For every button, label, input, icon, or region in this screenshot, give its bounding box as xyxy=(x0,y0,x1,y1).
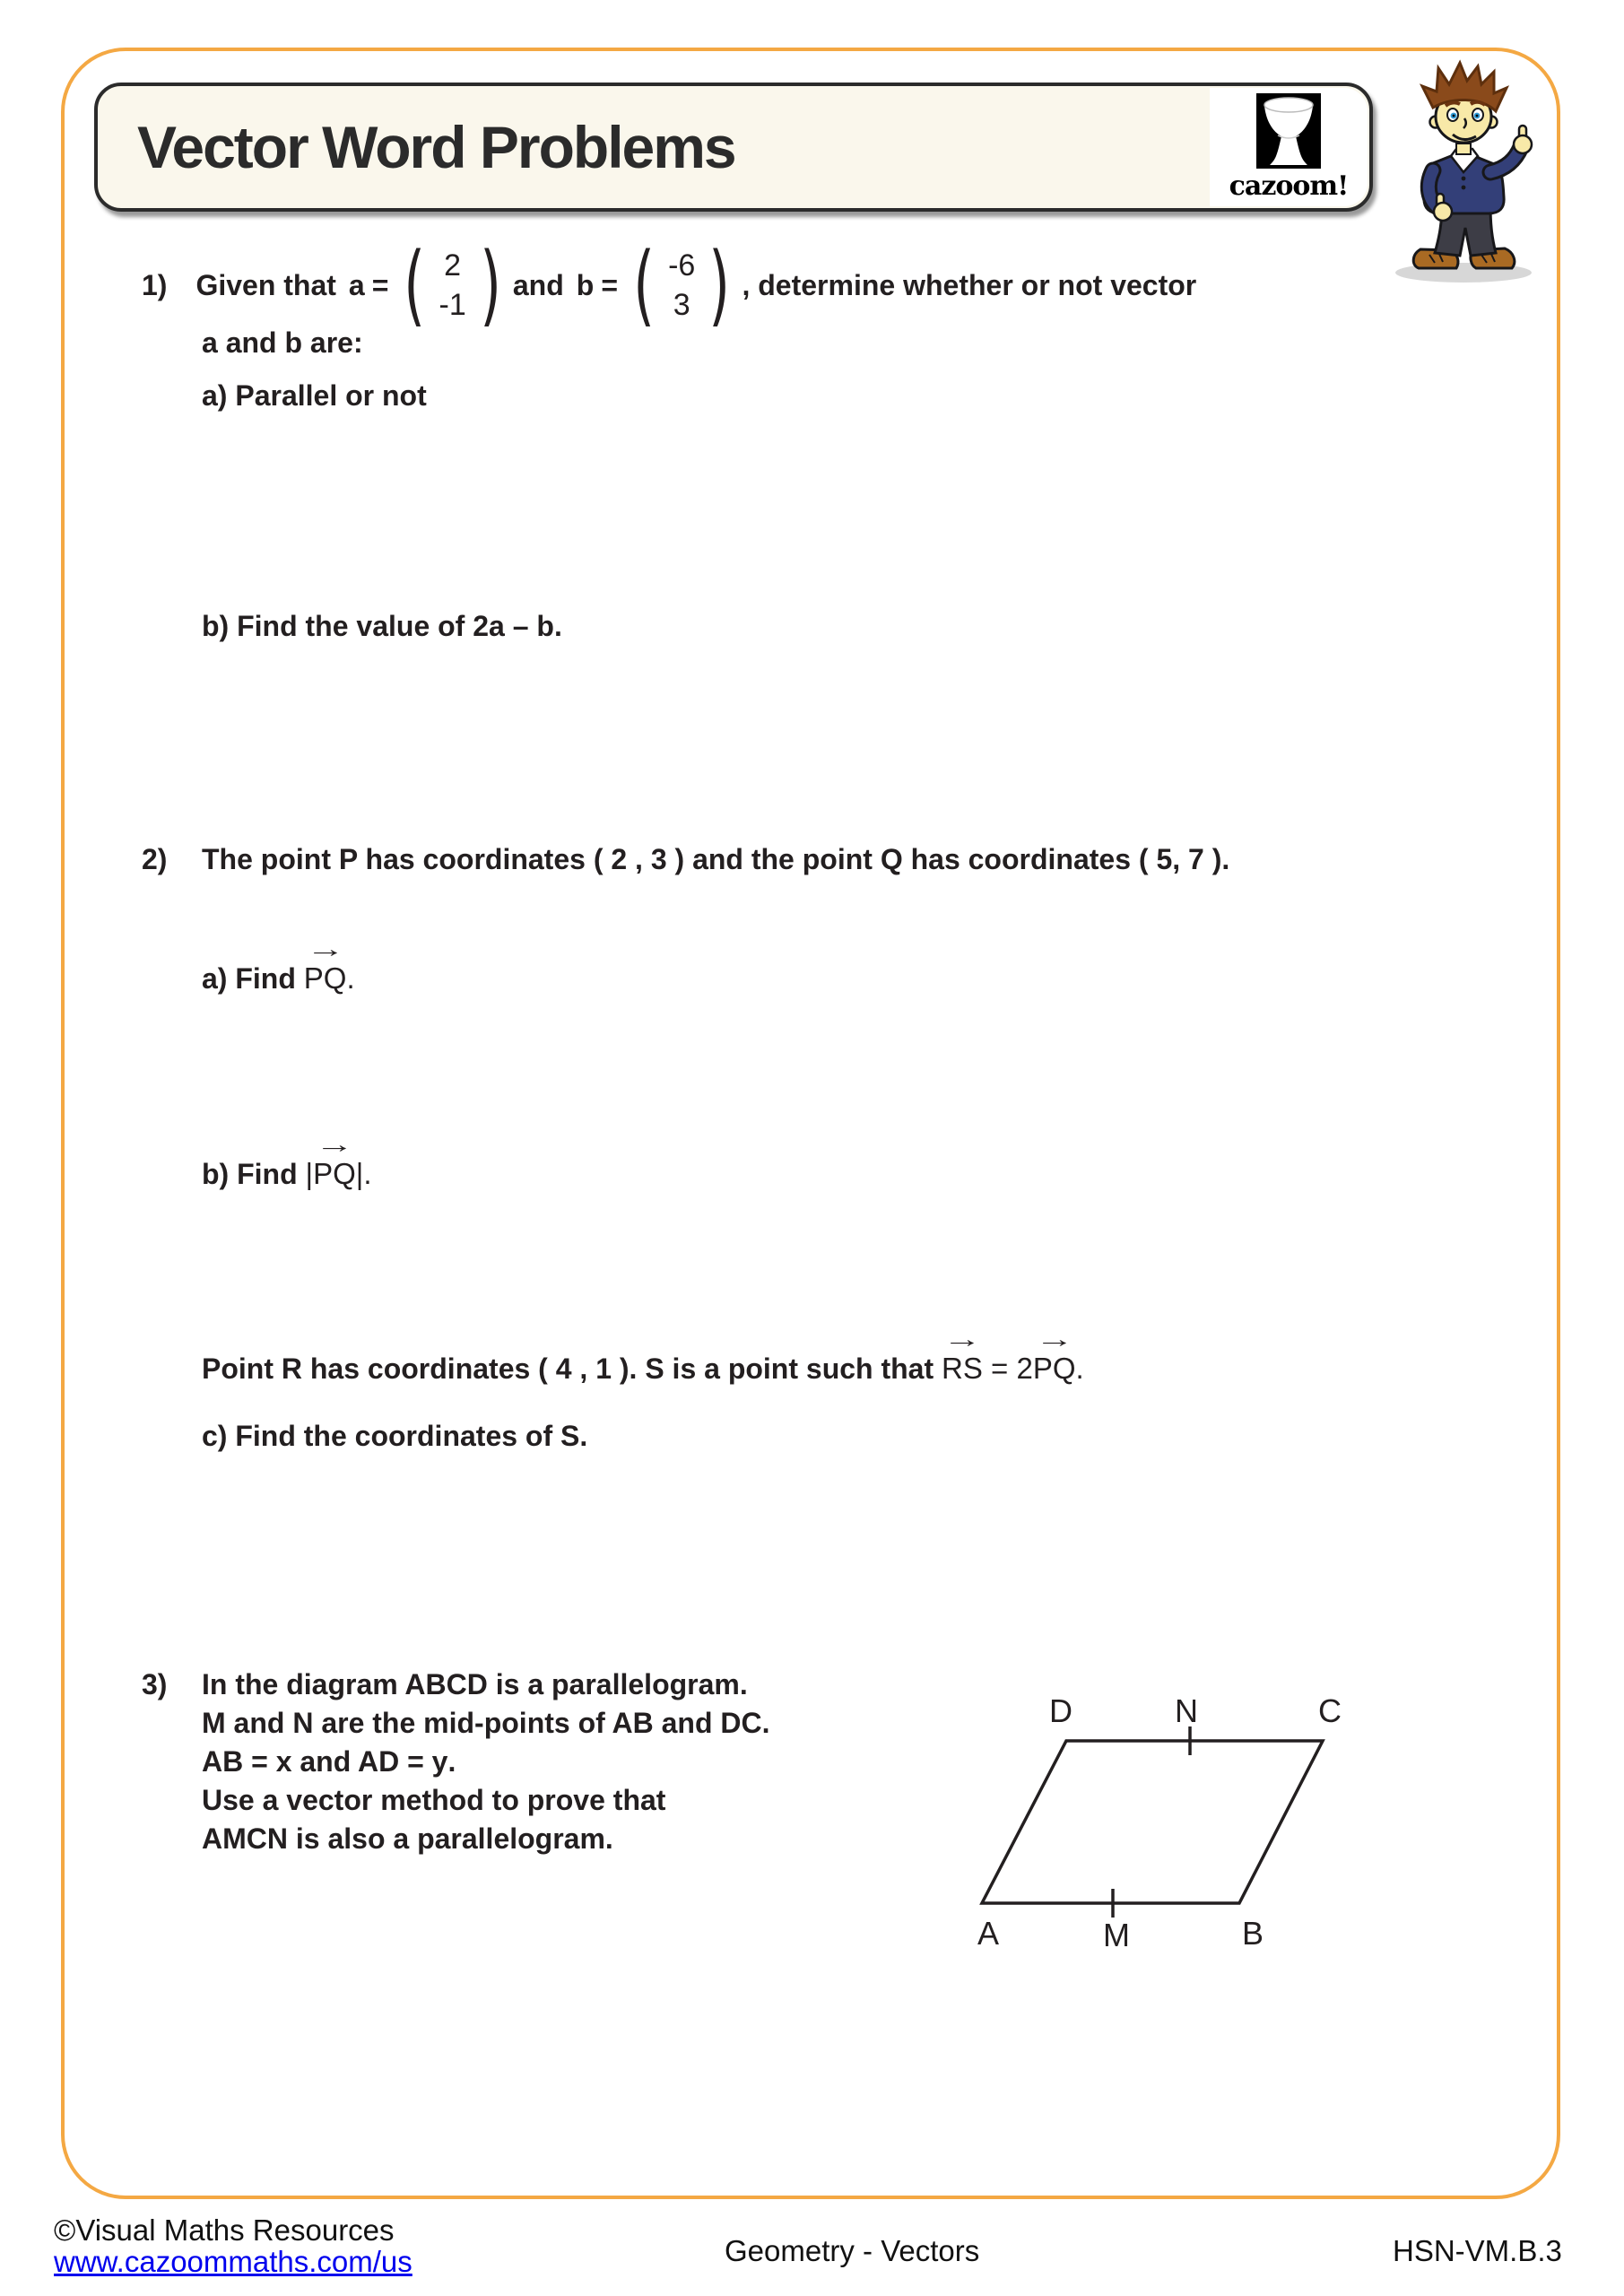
question-1b xyxy=(202,610,562,643)
vector-a-bottom: -1 xyxy=(439,288,466,322)
vector-b-bottom: 3 xyxy=(673,288,690,322)
mascot-boy-icon xyxy=(1388,59,1541,283)
q2-number: 2) xyxy=(142,843,168,875)
q3-line-5: AMCN is also a parallelogram. xyxy=(202,1822,613,1855)
parallelogram-diagram xyxy=(964,1684,1359,1953)
question-1a: a) Parallel or not xyxy=(202,379,427,412)
vector-PQ: → PQ xyxy=(303,935,347,995)
q1-and: and xyxy=(217,326,285,359)
vector-PQ: → PQ xyxy=(313,1131,356,1190)
label-D: D xyxy=(1049,1692,1073,1729)
q3-line-4: Use a vector method to prove that xyxy=(202,1784,666,1816)
label-B: B xyxy=(1241,1915,1264,1952)
vector-arrow-icon: → xyxy=(306,935,345,962)
vector-arrow-icon: → xyxy=(1035,1326,1074,1352)
header xyxy=(94,83,1373,212)
q2b-text: b) Find xyxy=(202,1158,306,1190)
vector-arrow-icon: → xyxy=(942,1326,982,1352)
q1-are: are: xyxy=(302,326,363,359)
question-2-r-statement xyxy=(202,1326,1084,1386)
footer-link[interactable]: www.cazoommaths.com/us xyxy=(54,2245,413,2278)
q1-and-text: and xyxy=(512,268,564,301)
q1-equals-2: = xyxy=(601,268,618,301)
parallelogram-outline xyxy=(982,1741,1323,1903)
right-paren: ) xyxy=(708,234,731,336)
q3-line-1: In the diagram ABCD is a parallelogram. xyxy=(202,1668,748,1700)
drum-glyph xyxy=(1256,93,1321,169)
q2b-bar-period: |. xyxy=(355,1157,372,1190)
question-3-text xyxy=(202,1668,769,1861)
label-A: A xyxy=(977,1915,1000,1952)
question-2b xyxy=(202,1131,372,1191)
question-1-line-1 xyxy=(142,235,1196,335)
q1-vector-b-letter: b xyxy=(576,268,595,301)
column-vector-a xyxy=(397,234,507,336)
q1-number: 1) xyxy=(142,268,168,301)
q1-equals: = xyxy=(371,268,389,301)
q1b-math: 2a – b. xyxy=(473,610,562,642)
column-vector-b xyxy=(627,234,736,336)
left-paren: ( xyxy=(404,234,426,336)
vector-a-top: 2 xyxy=(444,248,462,283)
vector-b-top: -6 xyxy=(668,248,696,283)
q1-tail-text: , determine whether or not vector xyxy=(742,268,1197,301)
footer-category: Geometry - Vectors xyxy=(725,2234,980,2267)
label-C: C xyxy=(1318,1692,1342,1729)
vector-arrow-icon: → xyxy=(315,1131,354,1158)
vector-RS: → RS xyxy=(942,1326,983,1385)
q3-line-3: AB = x and AD = y. xyxy=(202,1745,456,1778)
left-paren: ( xyxy=(633,234,655,336)
q2r-equals-2: = 2 xyxy=(982,1352,1033,1385)
q2a-text: a) Find xyxy=(202,962,304,995)
q2r-text: Point R has coordinates ( 4 , 1 ). S is a point such that xyxy=(202,1352,942,1385)
question-1-line-2 xyxy=(202,326,363,360)
footer-code: HSN-VM.B.3 xyxy=(1393,2234,1562,2267)
brand-wordmark: cazoom! xyxy=(1229,170,1349,202)
label-N: N xyxy=(1175,1692,1198,1729)
vector-PQ: → PQ xyxy=(1032,1326,1076,1385)
q1-b-bold: b xyxy=(284,326,303,359)
page-title: Vector Word Problems xyxy=(137,114,735,180)
q2r-period: . xyxy=(1075,1352,1084,1385)
q3-line-2: M and N are the mid-points of AB and DC. xyxy=(202,1707,770,1739)
q1-vector-a-letter: a xyxy=(348,268,365,301)
question-2c: c) Find the coordinates of S. xyxy=(202,1420,588,1452)
question-2-intro: The point P has coordinates ( 2 , 3 ) and the point Q has coordinates ( 5, 7 ). xyxy=(202,843,1230,875)
q1-a-bold: a xyxy=(202,326,218,359)
right-paren: ) xyxy=(479,234,501,336)
logo-panel xyxy=(1210,88,1368,206)
q3-number: 3) xyxy=(142,1668,168,1700)
q2a-period: . xyxy=(346,961,355,995)
q2b-bar: | xyxy=(305,1157,314,1190)
q1b-text: b) Find the value of xyxy=(202,610,473,642)
q1-given-text: Given that xyxy=(195,268,336,301)
label-M: M xyxy=(1103,1917,1130,1953)
footer-copyright: ©Visual Maths Resources xyxy=(54,2213,395,2247)
question-2a xyxy=(202,935,355,996)
cazoom-drum-icon xyxy=(1256,93,1321,169)
